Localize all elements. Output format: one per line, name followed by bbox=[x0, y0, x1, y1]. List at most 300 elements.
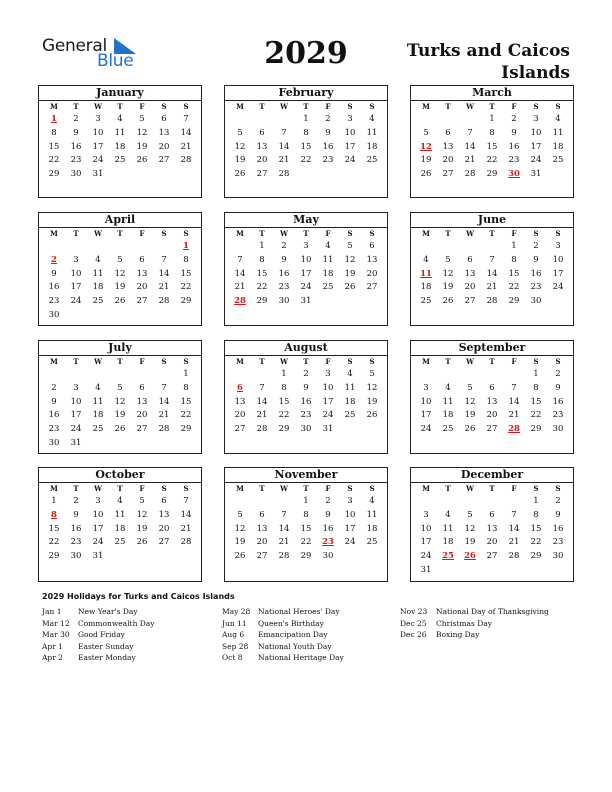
day: 1 bbox=[511, 241, 517, 251]
weekday-header: T bbox=[445, 357, 451, 366]
day: 18 bbox=[442, 410, 454, 421]
day: 19 bbox=[420, 155, 432, 166]
holiday-entry bbox=[222, 652, 344, 664]
day: 3 bbox=[423, 509, 429, 520]
weekday-header: T bbox=[73, 484, 79, 493]
day: 27 bbox=[136, 296, 148, 307]
day: 29 bbox=[530, 424, 542, 435]
day: 9 bbox=[555, 509, 561, 520]
holiday-day: 8 bbox=[51, 509, 57, 520]
day: 26 bbox=[464, 424, 476, 435]
day: 28 bbox=[256, 424, 268, 435]
day: 9 bbox=[73, 127, 79, 138]
day: 8 bbox=[303, 509, 309, 520]
day: 14 bbox=[278, 141, 290, 152]
weekday-header: T bbox=[259, 484, 265, 493]
day: 3 bbox=[73, 382, 79, 393]
day: 22 bbox=[530, 410, 542, 421]
day: 18 bbox=[114, 523, 126, 534]
day: 31 bbox=[530, 169, 542, 180]
day: 3 bbox=[423, 382, 429, 393]
holiday-name: Christmas Day bbox=[436, 618, 492, 628]
day: 7 bbox=[511, 509, 517, 520]
day: 26 bbox=[420, 169, 432, 180]
day: 16 bbox=[48, 410, 60, 421]
day: 8 bbox=[259, 254, 265, 265]
empty-cell bbox=[415, 113, 437, 127]
day: 13 bbox=[486, 396, 498, 407]
day: 20 bbox=[486, 537, 498, 548]
month-february bbox=[224, 85, 388, 198]
weekday-header: M bbox=[422, 102, 430, 111]
day: 15 bbox=[278, 396, 290, 407]
day: 29 bbox=[278, 424, 290, 435]
day: 14 bbox=[180, 127, 192, 138]
holidays-title: 2029 Holidays for Turks and Caicos Islands bbox=[42, 592, 235, 601]
holiday-date: Sep 28 bbox=[222, 641, 249, 651]
day: 24 bbox=[70, 424, 82, 435]
day: 24 bbox=[300, 282, 312, 293]
day: 10 bbox=[420, 396, 432, 407]
day: 27 bbox=[442, 169, 454, 180]
holiday-day: 23 bbox=[322, 537, 334, 548]
holiday-day: 2 bbox=[51, 254, 57, 265]
day: 2 bbox=[555, 496, 561, 506]
weekday-header: F bbox=[511, 357, 517, 366]
weekday-header: W bbox=[94, 229, 102, 238]
day: 17 bbox=[92, 141, 104, 152]
day: 23 bbox=[530, 282, 542, 293]
day: 15 bbox=[180, 396, 192, 407]
day: 21 bbox=[486, 282, 498, 293]
weekday-header: M bbox=[422, 229, 430, 238]
day: 5 bbox=[467, 382, 473, 393]
weekday-header: F bbox=[139, 484, 145, 493]
day: 12 bbox=[136, 127, 148, 138]
weekday-header: M bbox=[50, 357, 58, 366]
holiday-name: National Heritage Day bbox=[258, 653, 344, 662]
day: 4 bbox=[117, 114, 123, 124]
weekday-header: T bbox=[445, 229, 451, 238]
day: 11 bbox=[92, 396, 104, 407]
weekday-header: M bbox=[50, 229, 58, 238]
weekday-header: S bbox=[161, 484, 167, 493]
weekday-header: S bbox=[555, 484, 561, 493]
day: 19 bbox=[114, 282, 126, 293]
day: 26 bbox=[114, 424, 126, 435]
day: 30 bbox=[70, 551, 82, 562]
day: 28 bbox=[180, 537, 192, 548]
day: 19 bbox=[366, 396, 378, 407]
weekday-header: F bbox=[511, 102, 517, 111]
day: 3 bbox=[73, 254, 79, 265]
day: 23 bbox=[48, 424, 60, 435]
day: 18 bbox=[552, 141, 564, 152]
day: 14 bbox=[180, 509, 192, 520]
day: 6 bbox=[161, 496, 167, 506]
weekday-header: M bbox=[236, 484, 244, 493]
weekday-header: S bbox=[533, 102, 539, 111]
day: 4 bbox=[369, 114, 375, 124]
weekday-header: T bbox=[489, 357, 495, 366]
month-title: December bbox=[411, 468, 573, 483]
day: 18 bbox=[344, 396, 356, 407]
month-december bbox=[410, 467, 574, 582]
empty-cell bbox=[251, 113, 273, 127]
holiday-name: Easter Sunday bbox=[78, 641, 134, 651]
day: 18 bbox=[366, 141, 378, 152]
holiday-entry bbox=[42, 618, 155, 630]
day: 28 bbox=[486, 296, 498, 307]
day: 27 bbox=[256, 551, 268, 562]
month-title: April bbox=[39, 213, 201, 228]
weekday-header: T bbox=[259, 102, 265, 111]
empty-cell bbox=[229, 495, 251, 509]
day: 17 bbox=[70, 410, 82, 421]
day: 31 bbox=[420, 564, 432, 575]
day: 21 bbox=[256, 410, 268, 421]
day: 21 bbox=[180, 523, 192, 534]
day: 12 bbox=[464, 523, 476, 534]
month-title: March bbox=[411, 86, 573, 101]
day: 20 bbox=[464, 282, 476, 293]
day: 9 bbox=[511, 127, 517, 138]
day: 13 bbox=[158, 127, 170, 138]
day: 9 bbox=[325, 127, 331, 138]
holiday-name: Commonwealth Day bbox=[78, 618, 155, 628]
empty-cell bbox=[109, 240, 131, 254]
day: 8 bbox=[489, 127, 495, 138]
country-name-line2: Islands bbox=[501, 63, 570, 83]
weekday-header: T bbox=[303, 484, 309, 493]
weekday-header: T bbox=[445, 102, 451, 111]
day: 24 bbox=[344, 537, 356, 548]
weekday-header: T bbox=[445, 484, 451, 493]
weekday-header: W bbox=[466, 484, 474, 493]
month-april bbox=[38, 212, 202, 326]
holiday-day: 12 bbox=[420, 141, 432, 152]
day: 6 bbox=[445, 127, 451, 138]
holiday-entry bbox=[400, 618, 549, 630]
weekday-header: F bbox=[139, 229, 145, 238]
day: 28 bbox=[180, 155, 192, 166]
day: 30 bbox=[552, 424, 564, 435]
holiday-day: 28 bbox=[234, 296, 246, 307]
holiday-day: 6 bbox=[237, 382, 243, 393]
weekday-header: W bbox=[94, 102, 102, 111]
day: 10 bbox=[552, 254, 564, 265]
holiday-entry bbox=[400, 629, 549, 641]
day: 16 bbox=[278, 268, 290, 279]
day: 7 bbox=[161, 254, 167, 265]
day: 1 bbox=[533, 496, 539, 506]
day: 14 bbox=[464, 141, 476, 152]
empty-cell bbox=[437, 113, 459, 127]
weekday-header: T bbox=[489, 102, 495, 111]
day: 26 bbox=[234, 169, 246, 180]
day: 2 bbox=[533, 241, 539, 251]
day: 7 bbox=[281, 509, 287, 520]
weekday-header: S bbox=[183, 229, 189, 238]
day: 20 bbox=[486, 410, 498, 421]
day: 24 bbox=[530, 155, 542, 166]
day: 21 bbox=[234, 282, 246, 293]
day: 24 bbox=[92, 155, 104, 166]
day: 8 bbox=[511, 254, 517, 265]
empty-cell bbox=[43, 368, 65, 382]
day: 22 bbox=[180, 282, 192, 293]
weekday-header: F bbox=[511, 484, 517, 493]
month-title: June bbox=[411, 213, 573, 228]
day: 30 bbox=[300, 424, 312, 435]
weekday-header: M bbox=[422, 484, 430, 493]
day: 20 bbox=[158, 141, 170, 152]
day-grid bbox=[411, 483, 573, 578]
day-grid bbox=[39, 356, 201, 451]
day-grid bbox=[411, 228, 573, 309]
day: 31 bbox=[92, 169, 104, 180]
weekday-header: F bbox=[325, 102, 331, 111]
empty-cell bbox=[459, 495, 481, 509]
empty-cell bbox=[131, 368, 153, 382]
holiday-name: Queen's Birthday bbox=[258, 618, 324, 628]
day: 29 bbox=[508, 296, 520, 307]
empty-cell bbox=[503, 495, 525, 509]
weekday-header: M bbox=[236, 102, 244, 111]
weekday-header: T bbox=[303, 229, 309, 238]
day-grid bbox=[411, 356, 573, 437]
day: 5 bbox=[117, 254, 123, 265]
day: 2 bbox=[325, 496, 331, 506]
day: 15 bbox=[530, 396, 542, 407]
month-title: February bbox=[225, 86, 387, 101]
weekday-header: M bbox=[236, 357, 244, 366]
day: 10 bbox=[420, 523, 432, 534]
weekday-header: S bbox=[369, 229, 375, 238]
weekday-header: S bbox=[533, 229, 539, 238]
day: 17 bbox=[552, 268, 564, 279]
empty-cell bbox=[459, 113, 481, 127]
day: 27 bbox=[158, 537, 170, 548]
day: 13 bbox=[442, 141, 454, 152]
weekday-header: F bbox=[139, 102, 145, 111]
weekday-header: S bbox=[555, 357, 561, 366]
day: 27 bbox=[486, 551, 498, 562]
empty-cell bbox=[415, 240, 437, 254]
day: 18 bbox=[442, 537, 454, 548]
day: 20 bbox=[442, 155, 454, 166]
day: 25 bbox=[344, 410, 356, 421]
day: 23 bbox=[300, 410, 312, 421]
day: 13 bbox=[256, 523, 268, 534]
day: 20 bbox=[256, 537, 268, 548]
day: 10 bbox=[344, 127, 356, 138]
holiday-day: 11 bbox=[420, 268, 432, 279]
empty-cell bbox=[109, 368, 131, 382]
day: 6 bbox=[161, 114, 167, 124]
empty-cell bbox=[415, 368, 437, 382]
day: 12 bbox=[114, 268, 126, 279]
weekday-header: S bbox=[533, 357, 539, 366]
day: 5 bbox=[139, 114, 145, 124]
month-october bbox=[38, 467, 202, 582]
holiday-date: Mar 30 bbox=[42, 630, 70, 639]
day: 13 bbox=[136, 268, 148, 279]
day: 6 bbox=[467, 254, 473, 265]
holiday-entry bbox=[222, 606, 344, 618]
day: 11 bbox=[344, 382, 356, 393]
day: 27 bbox=[136, 424, 148, 435]
day: 25 bbox=[366, 537, 378, 548]
empty-cell bbox=[437, 240, 459, 254]
day: 29 bbox=[486, 169, 498, 180]
day: 23 bbox=[322, 155, 334, 166]
day: 26 bbox=[136, 537, 148, 548]
day: 28 bbox=[158, 424, 170, 435]
day: 26 bbox=[136, 155, 148, 166]
day: 10 bbox=[322, 382, 334, 393]
day: 5 bbox=[117, 382, 123, 393]
day: 14 bbox=[256, 396, 268, 407]
day: 4 bbox=[445, 382, 451, 393]
brand-word-general: General bbox=[42, 36, 107, 56]
day-grid bbox=[225, 228, 387, 309]
day: 27 bbox=[158, 155, 170, 166]
holiday-name: National Heroes' Day bbox=[258, 607, 340, 616]
day: 22 bbox=[508, 282, 520, 293]
holiday-entry bbox=[222, 641, 344, 653]
day: 7 bbox=[467, 127, 473, 138]
day: 26 bbox=[234, 551, 246, 562]
day: 26 bbox=[366, 410, 378, 421]
day: 11 bbox=[366, 127, 378, 138]
day: 14 bbox=[234, 268, 246, 279]
day: 9 bbox=[73, 509, 79, 520]
month-title: July bbox=[39, 341, 201, 356]
weekday-header: S bbox=[369, 484, 375, 493]
day: 9 bbox=[51, 268, 57, 279]
empty-cell bbox=[481, 495, 503, 509]
holiday-day: 26 bbox=[464, 551, 476, 562]
day: 9 bbox=[51, 396, 57, 407]
weekday-header: S bbox=[347, 102, 353, 111]
day: 3 bbox=[347, 496, 353, 506]
day: 27 bbox=[366, 282, 378, 293]
day: 21 bbox=[464, 155, 476, 166]
day: 27 bbox=[234, 424, 246, 435]
weekday-header: T bbox=[303, 102, 309, 111]
day: 17 bbox=[420, 410, 432, 421]
day: 17 bbox=[300, 268, 312, 279]
day: 7 bbox=[161, 382, 167, 393]
day: 20 bbox=[158, 523, 170, 534]
weekday-header: T bbox=[489, 229, 495, 238]
day: 17 bbox=[530, 141, 542, 152]
weekday-header: W bbox=[94, 357, 102, 366]
day: 22 bbox=[486, 155, 498, 166]
day: 8 bbox=[51, 127, 57, 138]
holiday-date: Jan 1 bbox=[42, 607, 62, 616]
day: 25 bbox=[420, 296, 432, 307]
day: 5 bbox=[369, 369, 375, 379]
day: 16 bbox=[322, 141, 334, 152]
day: 19 bbox=[464, 410, 476, 421]
day: 22 bbox=[300, 155, 312, 166]
holiday-date: Dec 25 bbox=[400, 618, 427, 628]
weekday-header: T bbox=[73, 229, 79, 238]
day: 23 bbox=[552, 410, 564, 421]
day: 15 bbox=[48, 141, 60, 152]
day: 1 bbox=[183, 369, 189, 379]
day: 19 bbox=[344, 268, 356, 279]
day-grid bbox=[39, 483, 201, 564]
holiday-day: 30 bbox=[508, 169, 520, 180]
weekday-header: T bbox=[117, 102, 123, 111]
day: 16 bbox=[552, 523, 564, 534]
day: 8 bbox=[303, 127, 309, 138]
day: 4 bbox=[117, 496, 123, 506]
day: 22 bbox=[278, 410, 290, 421]
weekday-header: W bbox=[94, 484, 102, 493]
day: 11 bbox=[366, 509, 378, 520]
day: 30 bbox=[322, 551, 334, 562]
day: 11 bbox=[442, 523, 454, 534]
holiday-date: Mar 12 bbox=[42, 618, 70, 628]
day: 28 bbox=[158, 296, 170, 307]
day: 24 bbox=[92, 537, 104, 548]
month-title: November bbox=[225, 468, 387, 483]
day: 18 bbox=[92, 282, 104, 293]
day: 19 bbox=[464, 537, 476, 548]
empty-cell bbox=[87, 368, 109, 382]
weekday-header: W bbox=[280, 484, 288, 493]
day: 1 bbox=[303, 496, 309, 506]
day: 15 bbox=[180, 268, 192, 279]
weekday-header: T bbox=[117, 229, 123, 238]
day: 31 bbox=[300, 296, 312, 307]
day: 12 bbox=[366, 382, 378, 393]
weekday-header: S bbox=[183, 484, 189, 493]
day: 15 bbox=[300, 523, 312, 534]
weekday-header: W bbox=[280, 229, 288, 238]
day: 24 bbox=[552, 282, 564, 293]
day: 13 bbox=[486, 523, 498, 534]
day: 15 bbox=[486, 141, 498, 152]
day: 3 bbox=[95, 496, 101, 506]
day: 9 bbox=[555, 382, 561, 393]
empty-cell bbox=[251, 368, 273, 382]
holiday-day: 1 bbox=[183, 241, 189, 251]
weekday-header: T bbox=[73, 102, 79, 111]
holiday-entry bbox=[222, 629, 344, 641]
month-may bbox=[224, 212, 388, 326]
weekday-header: S bbox=[347, 357, 353, 366]
day: 10 bbox=[92, 127, 104, 138]
day: 9 bbox=[303, 382, 309, 393]
month-july bbox=[38, 340, 202, 454]
brand-word-blue: Blue bbox=[97, 51, 134, 71]
day: 21 bbox=[278, 155, 290, 166]
day: 7 bbox=[489, 254, 495, 265]
day: 25 bbox=[92, 296, 104, 307]
weekday-header: M bbox=[50, 102, 58, 111]
day: 25 bbox=[114, 537, 126, 548]
day: 29 bbox=[300, 551, 312, 562]
day: 25 bbox=[114, 155, 126, 166]
day: 8 bbox=[281, 382, 287, 393]
empty-cell bbox=[437, 495, 459, 509]
empty-cell bbox=[153, 368, 175, 382]
